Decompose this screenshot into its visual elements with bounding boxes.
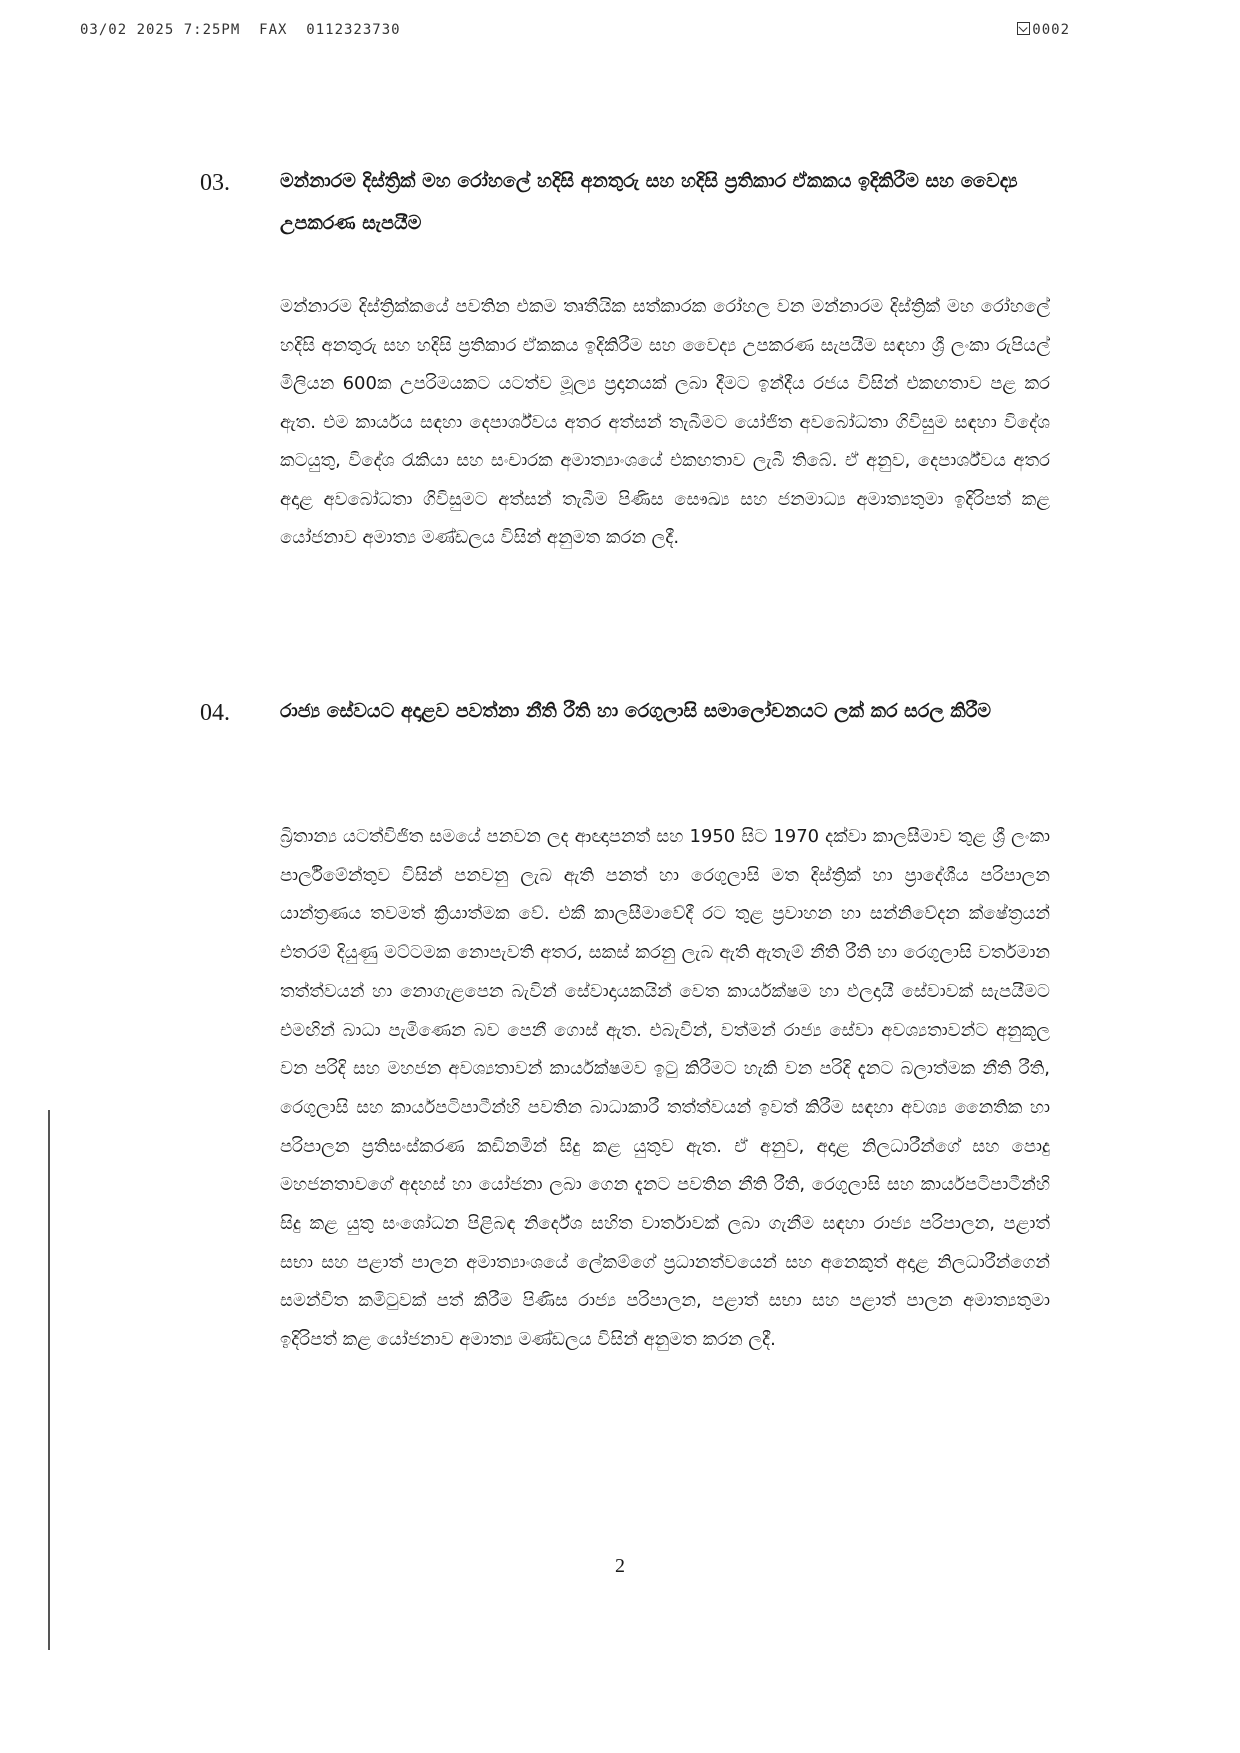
section-number: 03. [200,170,230,196]
page-number: 2 [615,1555,625,1577]
fax-page-number: 0002 [1032,22,1070,38]
section-number: 04. [200,700,230,726]
section-title: රාජ්‍ය සේවයට අදාළව පවත්නා නීති රීති හා රෙගුලාසි සමාලෝචනයට ලක් කර සරල කිරීම [280,700,991,722]
fax-page-counter [1017,22,1070,38]
section-title: මන්නාරම දිස්ත්‍රික් මහ රෝහලේ හදිසි අනතුරු සහ හදිසි ප්‍රතිකාර ඒකකය ඉදිකිරීම සහ වෛද්‍ය උපකරණ සැපයීම [280,170,1018,234]
fax-transmission-info: 03/02 2025 7:25PM FAX 0112323730 [80,22,401,38]
checkbox-icon [1017,22,1030,35]
section-body: බ්‍රිතාන්‍ය යටත්විජිත සමයේ පනවන ලද ආඥාපනත් සහ 1950 සිට 1970 දක්වා කාලසීමාව තුළ ශ්‍රී ලංකා පාර්ලිමේන්තුව විසින් පනවනු ලැබ ඇති පනත් හා රෙගුලාසි මත දිස්ත්‍රික් හා ප්‍රාදේශීය පරිපාලන යාන්ත්‍රණය තවමත් ක්‍රියාත්මක වේ. එකී කාලසීමාවේදී රට තුළ ප්‍රවාහන හා සන්නිවේදන ක්ෂේත්‍රයන් එතරම් දියුණු මට්ටමක නොපැවති අතර, සකස් කරනු ලැබ ඇති ඇතැම් නීති රීති හා රෙගුලාසි වර්තමාන තත්ත්වයන් හා නොගැළපෙන බැවින් සේවාදායකයින් වෙත කාර්යක්ෂම හා ඵලදායී සේවාවක් සැපයීමට එමඟින් බාධා පැමිණෙන බව පෙනී ගොස් ඇත. එබැවින්, වත්මන් රාජ්‍ය සේවා අවශ්‍යතාවන්ට අනුකූල වන පරිදි සහ මහජන අවශ්‍යතාවන් කාර්යක්ෂමව ඉටු කිරීමට හැකි වන පරිදි දැනට බලාත්මක නීති රීති, රෙගුලාසි සහ කාර්යපටිපාටීන්හි පවතින බාධාකාරී තත්ත්වයන් ඉවත් කිරීම සඳහා අවශ්‍ය නෛතික හා පරිපාලන ප්‍රතිසංස්කරණ කඩිනමින් සිදු කළ යුතුව ඇත. ඒ අනුව, අදාළ නිලධාරීන්ගේ සහ පොදු මහජනතාවගේ අදහස් හා යෝජනා ලබා ගෙන දැනට පවතින නීති රීති, රෙගුලාසි සහ කාර්යපටිපාටීන්හි සිදු කළ යුතු සංශෝධන පිළිබඳ නිර්දේශ සහිත වාර්තාවක් ලබා ගැනීම සඳහා රාජ්‍ය පරිපාලන, පළාත් සභා සහ පළාත් පාලන අමාත්‍යාංශයේ ලේකම්ගේ ප්‍රධානත්වයෙන් සහ අනෙකුත් අදාළ නිලධාරීන්ගෙන් සමන්විත කමිටුවක් පත් කිරීම පිණිස රාජ්‍ය පරිපාලන, පළාත් සභා සහ පළාත් පාලන අමාත්‍යතුමා ඉදිරිපත් කළ යෝජනාව අමාත්‍ය මණ්ඩලය විසින් අනුමත කරන ලදී. [280,826,1050,1351]
section-body: මන්නාරම දිස්ත්‍රික්කයේ පවතින එකම තෘතීයික සත්කාරක රෝහල වන මන්නාරම දිස්ත්‍රික් මහ රෝහලේ හදිසි අනතුරු සහ හදිසි ප්‍රතිකාර ඒකකය ඉදිකිරීම සහ වෛද්‍ය උපකරණ සැපයීම සඳහා ශ්‍රී ලංකා රුපියල් මිලියන 600ක උපරිමයකට යටත්ව මූල්‍ය ප්‍රදානයක් ලබා දීමට ඉන්දීය රජය විසින් එකඟතාව පළ කර ඇත. එම කාර්යය සඳහා දෙපාර්ශ්වය අතර අත්සන් තැබීමට යෝජිත අවබෝධතා ගිවිසුම සඳහා විදේශ කටයුතු, විදේශ රැකියා සහ සංචාරක අමාත්‍යාංශයේ එකඟතාව ලැබී තිබේ. ඒ අනුව, දෙපාර්ශ්වය අතර අදාළ අවබෝධතා ගිවිසුමට අත්සන් තැබීම පිණිස සෞඛ්‍ය සහ ජනමාධ්‍ය අමාත්‍යතුමා ඉදිරිපත් කළ යෝජනාව අමාත්‍ය මණ්ඩලය විසින් අනුමත කරන ලදී. [280,296,1050,548]
fax-header [80,22,1070,46]
